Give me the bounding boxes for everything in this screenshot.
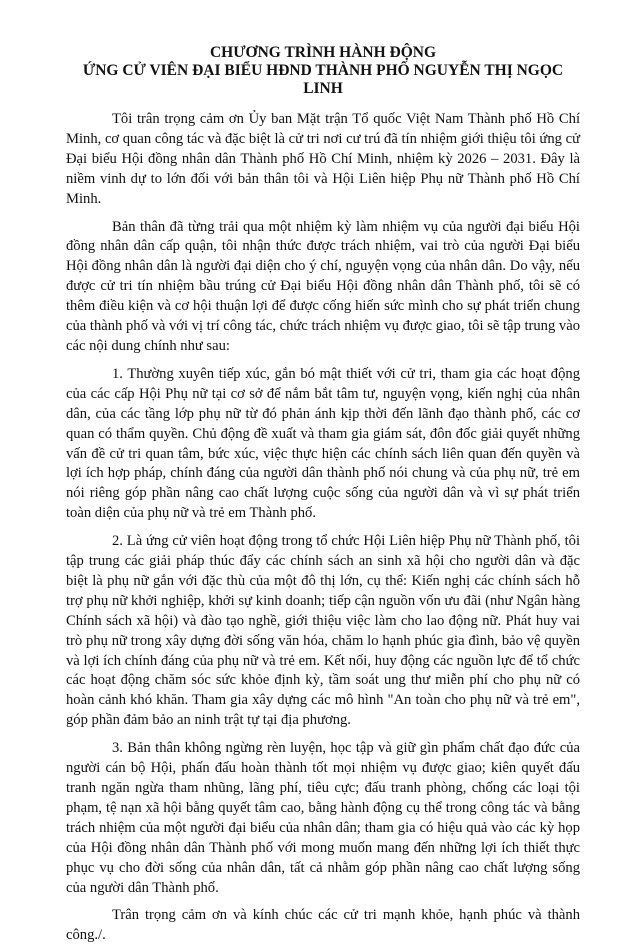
paragraph-closing: Trân trọng cảm ơn và kính chúc các cử tri mạnh khỏe, hạnh phúc và thành công./. — [66, 907, 580, 944]
paragraph-experience: Bản thân đã từng trải qua một nhiệm kỳ làm nhiệm vụ của người đại biểu Hội đồng nhân dân cấp quận, tôi nhận thức được trách nhiệm, vai trò của người Đại biểu Hội đồng nhân dân là người đại diện cho ý chí, nguyện vọng của nhân dân. Do vậy, nếu được cử tri tín nhiệm bầu trúng cử Đại biểu Hội đồng nhân dân Thành phố, tôi sẽ có thêm điều kiện và cơ hội thuận lợi để được cống hiến sức mình cho sự phát triển chung của thành phố và với vị trí công tác, chức trách nhiệm vụ được giao, tôi sẽ tập trung vào các nội dung chính như sau: — [66, 218, 580, 354]
document-title-line-1: CHƯƠNG TRÌNH HÀNH ĐỘNG — [209, 44, 437, 61]
paragraph-point-2: 2. Là ứng cử viên hoạt động trong tổ chức Hội Liên hiệp Phụ nữ Thành phố, tôi tập trung các giải pháp thúc đẩy các chính sách an sinh xã hội cho người dân và đặc biệt là phụ nữ gắn với đặc thù của một đô thị lớn, cụ thể: Kiến nghị các chính sách hỗ trợ phụ nữ khởi nghiệp, khởi sự kinh doanh; tiếp cận nguồn vốn ưu đãi (như Ngân hàng Chính sách xã hội) và đào tạo nghề, giới thiệu việc làm cho lao động nữ. Phát huy vai trò phụ nữ trong xây dựng đời sống văn hóa, chăm lo hạnh phúc gia đình, bảo vệ quyền và lợi ích chính đáng của phụ nữ và trẻ em. Kết nối, huy động các nguồn lực để tổ chức các hoạt động chăm sóc sức khỏe định kỳ, tầm soát ung thư miễn phí cho phụ nữ có hoàn cảnh khó khăn. Tham gia xây dựng các mô hình "An toàn cho phụ nữ và trẻ em", góp phần đảm bảo an ninh trật tự tại địa phương. — [66, 533, 580, 729]
paragraph-point-3: 3. Bản thân không ngừng rèn luyện, học tập và giữ gìn phẩm chất đạo đức của người cán bộ Hội, phấn đấu hoàn thành tốt mọi nhiệm vụ được giao; kiên quyết đấu tranh ngăn ngừa tham nhũng, lãng phí, tiêu cực; đấu tranh phòng, chống các loại tội phạm, tệ nạn xã hội bằng quyết tâm cao, bằng hành động cụ thể trong công tác và bằng trách nhiệm của một người đại biểu của nhân dân; tham gia có hiệu quả vào các kỳ họp của Hội đồng nhân dân Thành phố với mong muốn mang đến những lợi ích thiết thực phục vụ cho đời sống của nhân dân, tất cả nhằm góp phần nâng cao chất lượng sống của người dân Thành phố. — [66, 740, 580, 896]
paragraph-intro: Tôi trân trọng cảm ơn Ủy ban Mặt trận Tổ quốc Việt Nam Thành phố Hồ Chí Minh, cơ quan công tác và đặc biệt là cử tri nơi cư trú đã tín nhiệm giới thiệu tôi ứng cử Đại biểu Hội đồng nhân dân Thành phố Hồ Chí Minh, nhiệm kỳ 2026 – 2031. Đây là niềm vinh dự to lớn đối với bản thân tôi và Hội Liên hiệp Phụ nữ Thành phố Hồ Chí Minh. — [66, 111, 580, 207]
paragraph-point-1: 1. Thường xuyên tiếp xúc, gắn bó mật thiết với cử tri, tham gia các hoạt động của các cấp Hội Phụ nữ tại cơ sở để nắm bắt tâm tư, nguyện vọng, kiến nghị của nhân dân, của các tầng lớp phụ nữ từ đó phản ánh kịp thời đến lãnh đạo thành phố, các cơ quan có thẩm quyền. Chủ động đề xuất và tham gia giám sát, đôn đốc giải quyết những vấn đề cử tri quan tâm, bức xúc, việc thực hiện các chính sách liên quan đến quyền và lợi ích hợp pháp, chính đáng của người dân thành phố nói chung và của phụ nữ, trẻ em nói riêng góp phần nâng cao chất lượng cuộc sống của người dân và vì sự phát triển toàn diện của phụ nữ và trẻ em Thành phố. — [66, 365, 580, 522]
document-title-line-2: ỨNG CỬ VIÊN ĐẠI BIỂU HĐND THÀNH PHỐ NGUYỄN THỊ NGỌC LINH — [82, 62, 564, 97]
